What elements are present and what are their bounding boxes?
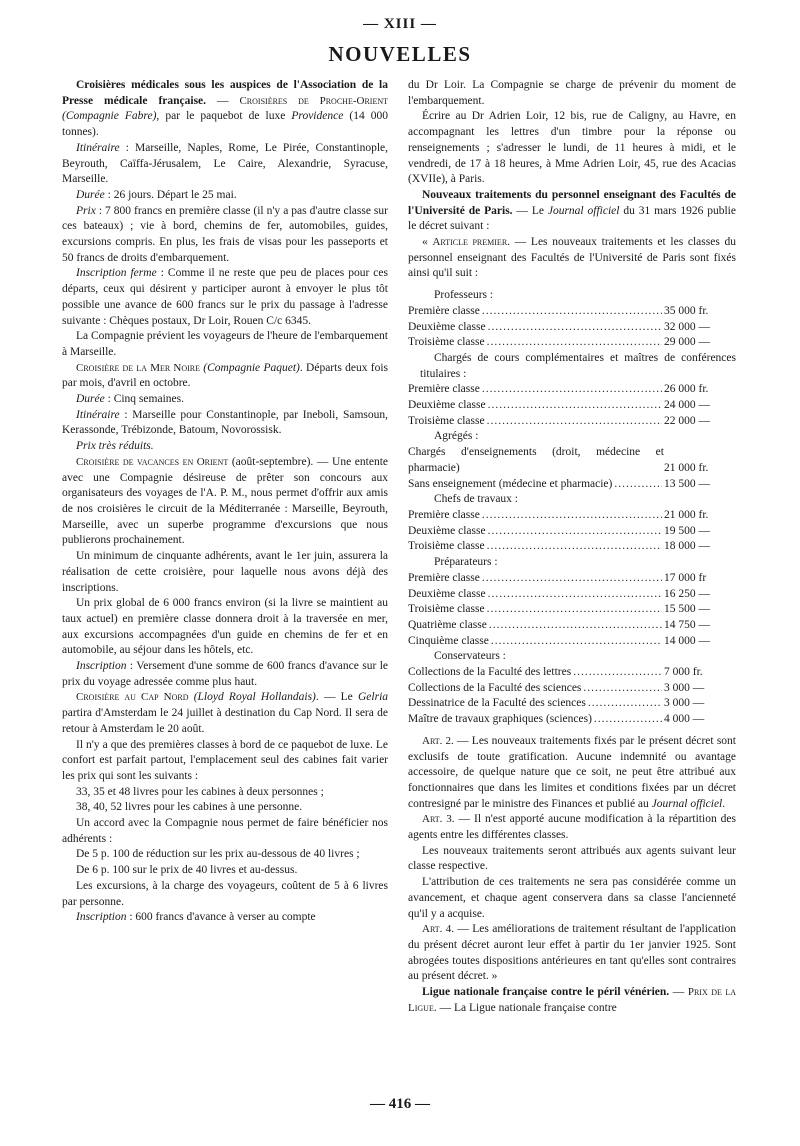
- paragraph-ligue: Ligue nationale française contre le péril vénérien. — Prix de la Ligue. — La Ligue nationale française contre: [408, 986, 737, 1014]
- salary-row: [408, 445, 736, 476]
- paragraph-traitements-intro: Nouveaux traitements du personnel enseignant des Facultés de l'Université de Paris. — Le Journal officiel du 31 mars 1926 publie le décret suivant :: [408, 188, 736, 233]
- leader-dots: [594, 712, 662, 728]
- paragraph-prix: Prix : 7 800 francs en première classe (il n'y a pas d'autre classe sur ces bateaux) ; vie à bord, chemins de fer, automobiles, guides, excursions compris. En plus, les frais de visas pour les passeports et 50 francs de droits d'embarquement.: [62, 204, 388, 264]
- paragraph-minimum: Un minimum de cinquante adhérents, avant le 1er juin, assurera la réalisation de cette croisière, pour laquelle nous avons déjà des inscriptions.: [62, 550, 388, 594]
- salary-row: [408, 696, 736, 712]
- leader-dots: [573, 665, 662, 681]
- paragraph-itineraire-2: Itinéraire : Marseille pour Constantinople, par Ineboli, Samsoun, Kerassonde, Trébizonde, Batoum, Novorossisk.: [62, 408, 388, 437]
- salary-row-amount: 32 000 —: [664, 320, 710, 333]
- leader-dots: [588, 696, 662, 712]
- salary-row-amount: 19 500 —: [664, 524, 710, 537]
- salary-row: [408, 524, 736, 540]
- leader-dots: [583, 681, 662, 697]
- paragraph-mer-noire: Croisière de la Mer Noire (Compagnie Paquet). Départs deux fois par mois, d'avril en octobre.: [62, 361, 389, 390]
- leader-dots: [488, 398, 662, 414]
- paragraph-prices-two: 33, 35 et 48 livres pour les cabines à deux personnes ;: [76, 785, 324, 798]
- salary-row: [408, 320, 736, 336]
- salary-row-label: Deuxième classe: [408, 399, 486, 412]
- salary-row-label: Dessinatrice de la Faculté des sciences: [408, 697, 586, 710]
- paragraph-inscription: Inscription ferme : Comme il ne reste que peu de places pour ces départs, ceux qui désirent y participer auront à envoyer le plus tôt possible une avance de 600 francs sur le prix du passage à l'adresse suivante : Chèques postaux, Dr Loir, Rouen C/c 6345.: [62, 267, 388, 327]
- leader-dots: [482, 571, 662, 587]
- leader-dots: [487, 414, 662, 430]
- salary-row-amount: 13 500 —: [664, 477, 710, 490]
- salary-row-label: Troisième classe: [408, 540, 485, 553]
- paragraph-excursions: Les excursions, à la charge des voyageurs, coûtent de 5 à 6 livres par personne.: [62, 879, 388, 908]
- salary-row-label: Deuxième classe: [408, 587, 486, 600]
- paragraph-croisieres-intro: Croisières médicales sous les auspices de l'Association de la Presse médicale française. — Croisières de Proche-Orient (Compagnie Fabre), par le paquebot de luxe Providence (14 000 tonnes).: [62, 79, 388, 139]
- paragraph-prix-2: Prix très réduits.: [76, 440, 154, 453]
- paragraph-inscription-3: Inscription : 600 francs d'avance à verser au compte: [76, 911, 316, 924]
- salary-row: [408, 602, 736, 618]
- salary-row: [408, 304, 736, 320]
- paragraph-compagnie: La Compagnie prévient les voyageurs de l'heure de l'embarquement à Marseille.: [62, 330, 388, 358]
- salary-group-heading: Professeurs :: [434, 289, 494, 302]
- salary-row-amount: 18 000 —: [664, 540, 710, 553]
- salary-row-amount: 15 500 —: [664, 603, 710, 616]
- paragraph-article-3: Art. 3. — Il n'est apporté aucune modification à la répartition des agents entre les différentes classes.: [408, 813, 737, 842]
- salary-row-label: Première classe: [408, 508, 480, 521]
- salary-group-heading: Chefs de travaux :: [434, 493, 518, 506]
- salary-row-label: Chargés d'enseignements (droit, médecine et pharmacie): [408, 446, 664, 474]
- paragraph-article-premier: « Article premier. — Les nouveaux traitements et les classes du personnel enseignant des Facultés de l'Université de Paris sont fixés ainsi qu'il suit :: [408, 236, 736, 280]
- salary-group-heading: Chargés de cours complémentaires et maîtres de conférences titulaires :: [420, 351, 736, 380]
- salary-row-amount: 24 000 —: [664, 399, 710, 412]
- salary-row-amount: 14 750 —: [664, 618, 710, 631]
- salary-row: [408, 398, 736, 414]
- salary-row: [408, 382, 736, 398]
- paragraph-premieres-classes: Il n'y a que des premières classes à bord de ce paquebot de luxe. Le confort est parfait partout, l'emplacement seul des cabines fait varier les prix qui sont les suivants :: [62, 738, 388, 782]
- salary-row-label: Première classe: [408, 304, 480, 317]
- paragraph-accord: Un accord avec la Compagnie nous permet de faire bénéficier nos adhérents :: [62, 817, 388, 845]
- paragraph-prices-one: 38, 40, 52 livres pour les cabines à une personne.: [76, 801, 303, 814]
- salary-group-heading: Conservateurs :: [434, 650, 506, 663]
- right-column: [408, 78, 736, 1016]
- salary-row-amount: 17 000 fr: [664, 571, 707, 584]
- leader-dots: [482, 304, 662, 320]
- paragraph-cap-nord: Croisière au Cap Nord (Lloyd Royal Hollandais). — Le Gelria partira d'Amsterdam le 24 juillet à destination du Cap Nord. Il sera de retour à Amsterdam le 20 août.: [62, 691, 389, 735]
- leader-dots: [491, 634, 662, 650]
- salary-row: [408, 414, 736, 430]
- salary-table: [408, 288, 736, 728]
- salary-row: [408, 539, 736, 555]
- paragraph-duree-2: Durée : Cinq semaines.: [76, 393, 184, 406]
- salary-row-label: Deuxième classe: [408, 524, 486, 537]
- salary-row-amount: 35 000 fr.: [664, 304, 709, 317]
- leader-dots: [487, 539, 662, 555]
- salary-group-heading: Agrégés :: [434, 430, 479, 443]
- salary-row-amount: 4 000 —: [664, 713, 705, 726]
- paragraph-reduction-b: De 6 p. 100 sur le prix de 40 livres et au-dessus.: [76, 864, 298, 877]
- salary-row-amount: 26 000 fr.: [664, 383, 709, 396]
- salary-row-label: Deuxième classe: [408, 320, 486, 333]
- salary-row: [408, 335, 736, 351]
- paragraph-itineraire: Itinéraire : Marseille, Naples, Rome, Le Pirée, Constantinople, Beyrouth, Caïffa-Jérusalem, Le Caire, Alexandrie, Syracuse, Marseille.: [62, 141, 388, 186]
- paragraph-attribution: L'attribution de ces traitements ne sera pas considérée comme un avancement, et chaque agent conservera dans sa classe l'ancienneté qu'il y a acquise.: [408, 876, 736, 920]
- running-head: — XIII —: [363, 16, 437, 32]
- salary-row: [408, 508, 736, 524]
- salary-row: [408, 712, 736, 728]
- salary-row: [408, 681, 736, 697]
- left-column: [62, 78, 388, 926]
- leader-dots: [482, 508, 662, 524]
- paragraph-reduction-a: De 5 p. 100 de réduction sur les prix au-dessous de 40 livres ;: [76, 848, 360, 861]
- salary-row-amount: 29 000 —: [664, 336, 710, 349]
- salary-row-amount: 22 000 —: [664, 414, 710, 427]
- paragraph-article-4: Art. 4. — Les améliorations de traitement résultant de l'application du présent décret auront leur effet à partir du 1er janvier 1925. Sont abrogées toutes dispositions antérieures en tant qu'elles sont contraires au présent décret. »: [408, 923, 737, 983]
- salary-row-amount: 21 000 fr.: [664, 461, 709, 474]
- paragraph-nouveaux-traitements: Les nouveaux traitements seront attribués aux agents suivant leur classe respective.: [408, 844, 736, 873]
- salary-row-amount: 16 250 —: [664, 587, 710, 600]
- leader-dots: [614, 477, 662, 493]
- salary-row-label: Collections de la Faculté des lettres: [408, 666, 572, 679]
- salary-row-label: Collections de la Faculté des sciences: [408, 681, 582, 694]
- paragraph-duree: Durée : 26 jours. Départ le 25 mai.: [76, 188, 237, 201]
- paragraph-inscription-2: Inscription : Versement d'une somme de 600 francs d'avance sur le prix du voyage adressée comme plus haut.: [62, 660, 388, 688]
- salary-row-label: Première classe: [408, 571, 480, 584]
- leader-dots: [487, 335, 662, 351]
- salary-row-amount: 3 000 —: [664, 697, 705, 710]
- salary-row: [408, 571, 736, 587]
- salary-row-label: Sans enseignement (médecine et pharmacie): [408, 477, 613, 490]
- paragraph-vacances-orient: Croisière de vacances en Orient (août-septembre). — Une entente avec une Compagnie désireuse de prêter son concours aux organisateurs des voyages de l'A. P. M., nous permet d'offrir aux amis de nos croisières le circuit de la Méditerranée : Marseille, Beyrouth, Marseille, avec un superbe programme d'excursions que nous publierons prochainement.: [62, 455, 388, 547]
- salary-row-amount: 7 000 fr.: [664, 666, 703, 679]
- salary-row-amount: 14 000 —: [664, 634, 710, 647]
- salary-row-label: Troisième classe: [408, 414, 485, 427]
- leader-dots: [487, 602, 662, 618]
- salary-row: [408, 587, 736, 603]
- leader-dots: [488, 320, 662, 336]
- leader-dots: [488, 524, 662, 540]
- salary-row: [408, 634, 736, 650]
- leader-dots: [489, 618, 662, 634]
- salary-row-amount: 3 000 —: [664, 681, 705, 694]
- salary-row-label: Première classe: [408, 383, 480, 396]
- salary-group-heading: Préparateurs :: [434, 556, 498, 569]
- salary-row-amount: 21 000 fr.: [664, 508, 709, 521]
- leader-dots: [482, 382, 662, 398]
- salary-row-label: Troisième classe: [408, 336, 485, 349]
- salary-row-label: Quatrième classe: [408, 618, 487, 631]
- salary-row: [408, 477, 736, 493]
- salary-row-label: Troisième classe: [408, 603, 485, 616]
- section-title: NOUVELLES: [328, 42, 472, 66]
- paragraph-article-2: Art. 2. — Les nouveaux traitements fixés par le présent décret sont exclusifs de toute gratification. Aucune indemnité ou avantage accessoire, de quelque nature que ce soit, ne peut être attribué aux fonctionnaires que dans les limites et conditions fixées par un décret contresigné par le ministre des Finances et publié au Journal officiel.: [408, 734, 736, 810]
- salary-row: [408, 665, 736, 681]
- salary-row-label: Cinquième classe: [408, 634, 489, 647]
- paragraph-continuation: du Dr Loir. La Compagnie se charge de prévenir du moment de l'embarquement.: [408, 79, 736, 107]
- salary-row: [408, 618, 736, 634]
- paragraph-prix-global: Un prix global de 6 000 francs environ (si la livre se maintient au taux actuel) en première classe donnera droit à la traversée en mer, aux excursions accompagnées d'un guide en chemins de fer et en automobile, au séjour dans les hôtels, etc.: [62, 597, 388, 657]
- page-number: — 416 —: [370, 1096, 430, 1112]
- salary-row-label: Maître de travaux graphiques (sciences): [408, 713, 592, 726]
- leader-dots: [488, 587, 662, 603]
- paragraph-ecrire: Écrire au Dr Adrien Loir, 12 bis, rue de Caligny, au Havre, en accompagnant les lettres d'un timbre pour la réponse ou renseignements ; s'adresser le lundi, de 11 heures à midi, et le vendredi, de 17 à 18 heures, à Mme Adrien Loir, 45, rue des Acacias (XVIIe), à Paris.: [408, 110, 736, 186]
